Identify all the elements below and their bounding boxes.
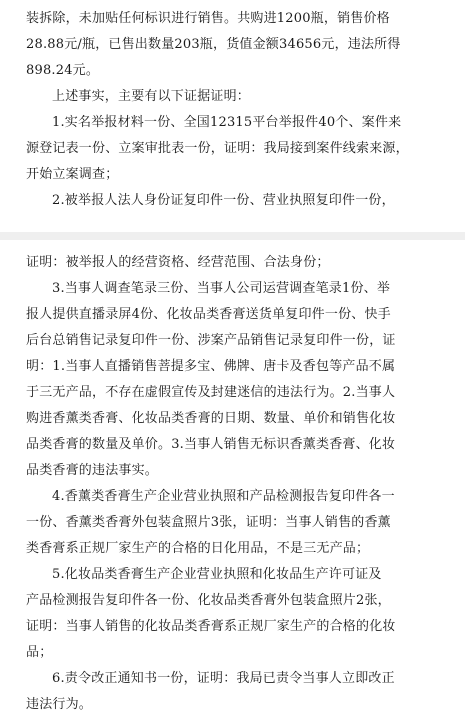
text-line: 于三无产品，不存在虚假宣传及封建迷信的违法行为。2.当事人 [26,385,396,400]
text-line: 产品检测报告复印件各一份、化妆品类香膏外包装盒照片2张， [26,593,391,608]
text-line: 证明：当事人销售的化妆品类香膏系正规厂家生产的合格的化妆 [26,619,396,634]
text-line: 明：1.当事人直播销售菩提多宝、佛牌、唐卡及香包等产品不属 [26,359,396,374]
text-line: 4.香薰类香膏生产企业营业执照和产品检测报告复印件各一 [52,489,395,504]
text-line: 源登记表一份、立案审批表一份，证明：我局接到案件线索来源， [26,141,409,156]
text-line: 一份、香薰类香膏外包装盒照片3张，证明：当事人销售的香薰 [26,515,391,530]
text-line: 类香膏系正规厂家生产的合格的日化用品，不是三无产品； [26,541,370,556]
text-line: 5.化妆品类香膏生产企业营业执照和化妆品生产许可证及 [52,567,382,582]
text-line: 后台总销售记录复印件一份、涉案产品销售记录复印件一份，证 [26,333,396,348]
text-line: 违法行为。 [26,697,93,712]
text-line: 上述事实，主要有以下证据证明： [52,89,251,104]
document-section-bottom [26,250,448,718]
text-line: 6.责令改正通知书一份，证明：我局已责令当事人立即改正 [52,671,395,686]
text-line: 898.24元。 [26,63,100,78]
text-line: 品类香膏的数量及单价。3.当事人销售无标识香薰类香膏、化妆 [26,437,396,452]
page-break-divider [0,232,465,240]
text-line: 2.被举报人法人身份证复印件一份、营业执照复印件一份， [52,193,395,208]
text-line: 3.当事人调查笔录三份、当事人公司运营调查笔录1份、举 [52,281,391,296]
text-line: 品； [26,645,53,660]
text-line: 品类香膏的违法事实。 [26,463,159,478]
text-line: 报人提供直播录屏4份、化妆品类香膏送货单复印件一份、快手 [26,307,391,322]
text-line: 28.88元/瓶，已售出数量203瓶，货值金额34656元，违法所得 [26,37,401,52]
text-line: 装拆除，未加贴任何标识进行销售。共购进1200瓶，销售价格 [26,11,390,26]
text-line: 1.实名举报材料一份、全国12315平台举报件40个、案件来 [52,115,402,130]
document-section-top [26,6,448,214]
text-line: 证明：被举报人的经营资格、经营范围、合法身份； [26,255,330,270]
text-line: 购进香薰类香膏、化妆品类香膏的日期、数量、单价和销售化妆 [26,411,396,426]
text-line: 开始立案调查； [26,167,119,182]
